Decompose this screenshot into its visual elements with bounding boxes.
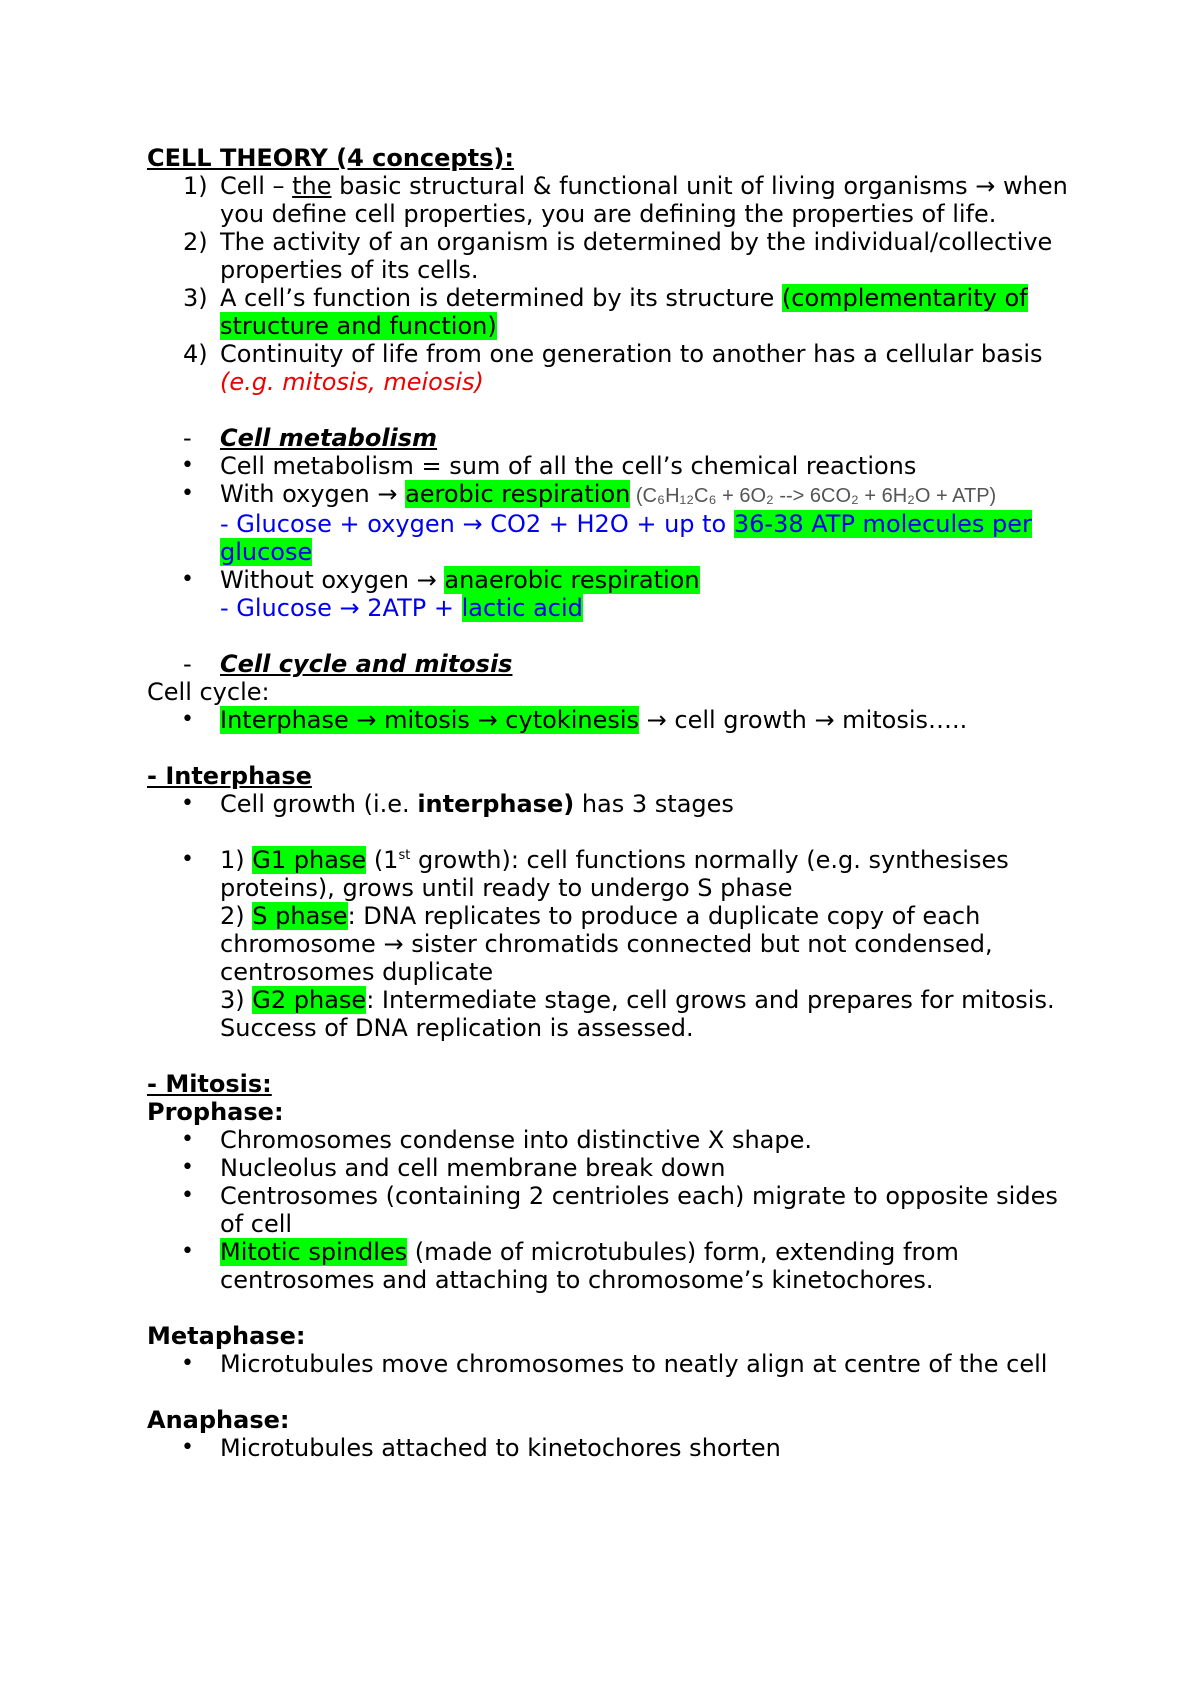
- concept-1: 1) Cell – the basic structural & functional unit of living organisms → when you define cell properties, you are defining the properties of life.: [183, 172, 1068, 228]
- highlight: Mitotic spindles: [220, 1238, 408, 1266]
- highlight: S phase: [252, 902, 348, 930]
- concept-4: 4) Continuity of life from one generation to another has a cellular basis (e.g. mitosis, meiosis): [183, 340, 1043, 396]
- bullet: •: [181, 1239, 194, 1264]
- document-page: [147, 144, 1077, 1462]
- bullet: •: [181, 1183, 194, 1208]
- bullet: •: [181, 1155, 194, 1180]
- bullet: •: [181, 1351, 194, 1376]
- list-number: 3): [183, 284, 208, 312]
- prophase-heading: Prophase:: [147, 1098, 284, 1126]
- list-item: • Chromosomes condense into distinctive X shape.: [181, 1126, 813, 1154]
- list-number: 2): [183, 228, 208, 256]
- highlight: G2 phase: [252, 986, 367, 1014]
- highlight: (complementarity of structure and function): [220, 284, 1028, 340]
- list-item: • Cell metabolism = sum of all the cell’s chemical reactions: [181, 452, 917, 480]
- concept-3: 3) A cell’s function is determined by its structure (complementarity of structure and function): [183, 284, 1028, 340]
- highlight: lactic acid: [461, 594, 583, 622]
- highlight: G1 phase: [252, 846, 367, 874]
- concept-2: 2) The activity of an organism is determined by the individual/collective properties of its cells.: [183, 228, 1053, 284]
- bullet: •: [181, 1435, 194, 1460]
- highlight: Interphase → mitosis → cytokinesis: [220, 706, 640, 734]
- mitosis-heading: - Mitosis:: [147, 1070, 272, 1098]
- list-item: • Without oxygen → anaerobic respiration - Glucose → 2ATP + lactic acid: [181, 566, 700, 622]
- bullet: •: [181, 1127, 194, 1152]
- cycle-heading: - Cell cycle and mitosis: [183, 650, 513, 678]
- list-item: • Microtubules attached to kinetochores shorten: [181, 1434, 781, 1462]
- list-item: • 1) G1 phase (1st growth): cell functions normally (e.g. synthesises proteins), grows until ready to undergo S phase 2) S phase: DNA replicates to produce a duplicate copy of each chromosome → sister chromatids connected but not condensed, centrosomes duplicate 3) G2 phase: Intermediate stage, cell grows and prepares for mitosis. Success of DNA replication is assessed.: [181, 846, 1055, 1042]
- bullet: •: [181, 791, 194, 816]
- bullet: •: [181, 707, 194, 732]
- example-note: (e.g. mitosis, meiosis): [220, 368, 484, 396]
- cell-theory-title: CELL THEORY (4 concepts):: [147, 144, 514, 172]
- highlight: anaerobic respiration: [444, 566, 700, 594]
- bullet: •: [181, 453, 194, 478]
- list-item: • With oxygen → aerobic respiration (C₆H₁₂C₆ + 6O₂ --> 6CO₂ + 6H₂O + ATP) - Glucose + oxygen → CO2 + H2O + up to 36-38 ATP molecules per glucose: [181, 480, 1032, 566]
- list-item: • Centrosomes (containing 2 centrioles each) migrate to opposite sides of cell: [181, 1182, 1058, 1238]
- equation: (C₆H₁₂C₆ + 6O₂ --> 6CO₂ + 6H₂O + ATP): [630, 485, 997, 507]
- cycle-label: Cell cycle:: [147, 678, 270, 706]
- metabolism-heading: - Cell metabolism: [183, 424, 438, 452]
- highlight: 36-38 ATP molecules per glucose: [220, 510, 1032, 566]
- bullet: •: [181, 847, 194, 872]
- list-number: 1): [183, 172, 208, 200]
- metaphase-heading: Metaphase:: [147, 1322, 306, 1350]
- interphase-heading: - Interphase: [147, 762, 312, 790]
- list-item: • Microtubules move chromosomes to neatly align at centre of the cell: [181, 1350, 1048, 1378]
- list-item: • Interphase → mitosis → cytokinesis → cell growth → mitosis…..: [181, 706, 968, 734]
- list-item: • Nucleolus and cell membrane break down: [181, 1154, 726, 1182]
- anaphase-heading: Anaphase:: [147, 1406, 290, 1434]
- bullet: •: [181, 481, 194, 506]
- list-number: 4): [183, 340, 208, 368]
- list-item: • Cell growth (i.e. interphase) has 3 stages: [181, 790, 734, 818]
- bullet: •: [181, 567, 194, 592]
- highlight: aerobic respiration: [405, 480, 631, 508]
- list-item: • Mitotic spindles (made of microtubules) form, extending from centrosomes and attaching to chromosome’s kinetochores.: [181, 1238, 959, 1294]
